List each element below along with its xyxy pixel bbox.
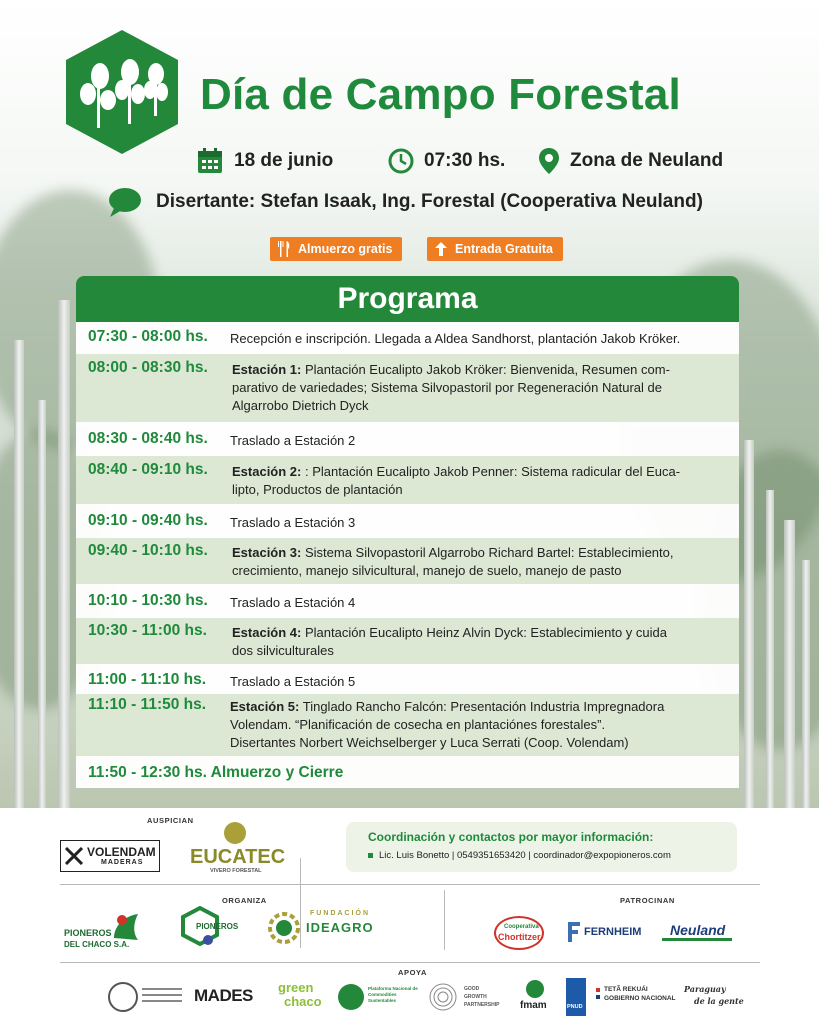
row-time: 11:00 - 11:10 hs. bbox=[88, 671, 207, 688]
row-description: Recepción e inscripción. Llegada a Aldea Sandhorst, plantación Jakob Kröker. bbox=[230, 331, 681, 346]
row-time: 08:00 - 08:30 hs. bbox=[88, 359, 208, 376]
free-entry-label: Entrada Gratuita bbox=[455, 242, 553, 256]
row-description: Traslado a Estación 2 bbox=[230, 433, 356, 448]
station-label: Estación 2: bbox=[232, 464, 302, 479]
closing-line: 11:50 - 12:30 hs. Almuerzo y Cierre bbox=[88, 764, 344, 781]
program-row bbox=[76, 354, 739, 422]
event-title: Día de Campo Forestal bbox=[200, 70, 681, 119]
speech-bubble-icon bbox=[108, 186, 142, 218]
vertical-divider bbox=[444, 890, 445, 950]
row-description: Traslado a Estación 5 bbox=[230, 674, 356, 689]
row-description: Volendam. “Planificación de cosecha en plantaciónes forestales”. bbox=[230, 717, 606, 732]
location-pin-icon bbox=[538, 147, 560, 175]
program-row bbox=[76, 424, 739, 454]
cooperativa-neuland-logo: Neuland bbox=[662, 920, 738, 948]
program-title: Programa bbox=[76, 276, 739, 322]
program-row bbox=[76, 758, 739, 788]
volendam-logo: VOLENDAM MADERAS bbox=[60, 840, 160, 872]
row-description: Estación 2: : Plantación Eucalipto Jakob Penner: Sistema radicular del Euca- bbox=[232, 464, 681, 479]
green-chaco-logo: green chaco bbox=[278, 980, 322, 1009]
row-time: 11:10 - 11:50 hs. bbox=[88, 696, 207, 713]
cooperativa-chortitzer-logo: Cooperativa Chortitzer bbox=[492, 912, 548, 952]
row-description: Disertantes Norbert Weichselberger y Luca Serrati (Coop. Volendam) bbox=[230, 735, 629, 750]
fernheim-f-icon bbox=[566, 920, 582, 942]
program-row bbox=[76, 456, 739, 504]
mades-logo: MADES bbox=[194, 986, 253, 1005]
fork-knife-icon bbox=[278, 241, 290, 257]
organiza-label: ORGANIZA bbox=[222, 896, 267, 905]
contact-box bbox=[346, 822, 737, 872]
ggp-rings-icon bbox=[428, 982, 458, 1012]
event-date bbox=[196, 144, 333, 178]
free-lunch-badge bbox=[270, 237, 402, 261]
patrocinan-label: PATROCINAN bbox=[620, 896, 675, 905]
free-entry-badge bbox=[427, 237, 563, 261]
teta-rekuai-logo: TETÃ REKUÁI GOBIERNO NACIONAL bbox=[596, 986, 682, 1010]
fundacion-ideagro-logo: FUNDACIÓN IDEAGRO bbox=[266, 906, 396, 950]
row-time: 08:40 - 09:10 hs. bbox=[88, 461, 208, 478]
station-label: Estación 1: bbox=[232, 362, 302, 377]
row-description: Traslado a Estación 3 bbox=[230, 515, 356, 530]
good-growth-partnership-logo: GOOD GROWTH PARTNERSHIP bbox=[428, 982, 512, 1012]
fmam-globe-icon bbox=[526, 980, 544, 998]
program-row bbox=[76, 586, 739, 616]
contact-line: Lic. Luis Bonetto | 0549351653420 | coordinador@expopioneros.com bbox=[368, 850, 671, 861]
speaker-text: Disertante: Stefan Isaak, Ing. Forestal (Cooperativa Neuland) bbox=[156, 191, 703, 212]
row-description: Algarrobo Dietrich Dyck bbox=[232, 398, 369, 413]
apoya-label: APOYA bbox=[398, 968, 427, 977]
event-location-text: Zona de Neuland bbox=[570, 150, 724, 171]
volendam-mark-icon bbox=[65, 847, 83, 865]
pioneros-del-chaco-logo: PIONEROS DEL CHACO S.A. bbox=[64, 908, 148, 952]
row-description: crecimiento, manejo silvicultural, manejo de suelo, manejo de pasto bbox=[232, 563, 622, 578]
row-description: parativo de variedades; Sistema Silvopastoril por Regeneración Natural de bbox=[232, 380, 662, 395]
program-row bbox=[76, 666, 739, 694]
row-time: 09:10 - 09:40 hs. bbox=[88, 512, 208, 529]
plataforma-nacional-logo: Plataforma Nacional de Commodities Sustentables bbox=[338, 982, 420, 1012]
fernheim-logo: FERNHEIM bbox=[566, 918, 646, 948]
row-description: lipto, Productos de plantación bbox=[232, 482, 403, 497]
row-time: 08:30 - 08:40 hs. bbox=[88, 430, 208, 447]
row-description: Traslado a Estación 4 bbox=[230, 595, 356, 610]
arrow-up-icon bbox=[435, 242, 447, 256]
horizontal-divider bbox=[60, 884, 760, 885]
eucatec-emblem-icon bbox=[224, 822, 246, 844]
row-description: Estación 3: Sistema Silvopastoril Algarrobo Richard Bartel: Establecimiento, bbox=[232, 545, 674, 560]
program-row bbox=[76, 322, 739, 352]
row-time: 09:40 - 10:10 hs. bbox=[88, 542, 208, 559]
seal-emblem-icon bbox=[108, 982, 138, 1012]
row-description: Estación 4: Plantación Eucalipto Heinz Alvin Dyck: Establecimiento y cuida bbox=[232, 625, 667, 640]
fmam-logo: fmam bbox=[518, 980, 554, 1014]
eucatec-logo: EUCATEC VIVERO FORESTAL bbox=[190, 822, 280, 878]
plataforma-emblem-icon bbox=[338, 984, 364, 1010]
program-row bbox=[76, 618, 739, 664]
event-date-text: 18 de junio bbox=[234, 150, 334, 171]
contact-title: Coordinación y contactos por mayor información: bbox=[368, 830, 654, 844]
row-description: Estación 5: Tinglado Rancho Falcón: Presentación Industria Impregnadora bbox=[230, 699, 665, 714]
event-location bbox=[538, 144, 723, 178]
row-time: 10:10 - 10:30 hs. bbox=[88, 592, 208, 609]
row-time: 10:30 - 11:00 hs. bbox=[88, 622, 207, 639]
program-row bbox=[76, 506, 739, 536]
grupo-pioneros-logo: PIONEROS bbox=[178, 904, 244, 952]
station-label: Estación 3: bbox=[232, 545, 302, 560]
station-label: Estación 5: bbox=[230, 699, 300, 714]
row-time: 07:30 - 08:00 hs. bbox=[88, 328, 208, 345]
horizontal-divider bbox=[60, 962, 760, 963]
event-time-text: 07:30 hs. bbox=[424, 150, 506, 171]
pnud-logo: PNUD bbox=[566, 978, 586, 1016]
speaker-line bbox=[108, 186, 703, 218]
event-time bbox=[388, 144, 505, 178]
pioneros-mark-icon bbox=[108, 908, 144, 944]
program-row bbox=[76, 694, 739, 756]
calendar-icon bbox=[196, 147, 224, 175]
station-label: Estación 4: bbox=[232, 625, 302, 640]
row-description: dos silviculturales bbox=[232, 643, 334, 658]
program-panel bbox=[76, 276, 739, 788]
neuland-underline bbox=[662, 938, 732, 941]
row-description: Estación 1: Plantación Eucalipto Jakob Kröker: Bienvenida, Resumen com- bbox=[232, 362, 670, 377]
ideagro-gear-icon bbox=[266, 910, 302, 946]
free-lunch-label: Almuerzo gratis bbox=[298, 242, 393, 256]
paraguay-de-la-gente-logo: Paraguay de la gente bbox=[684, 984, 744, 1006]
program-row bbox=[76, 538, 739, 584]
forest-hexagon-logo bbox=[64, 28, 180, 156]
auspician-label: AUSPICIAN bbox=[147, 816, 194, 825]
clock-icon bbox=[388, 148, 414, 174]
ministry-text-logo bbox=[142, 984, 182, 1010]
